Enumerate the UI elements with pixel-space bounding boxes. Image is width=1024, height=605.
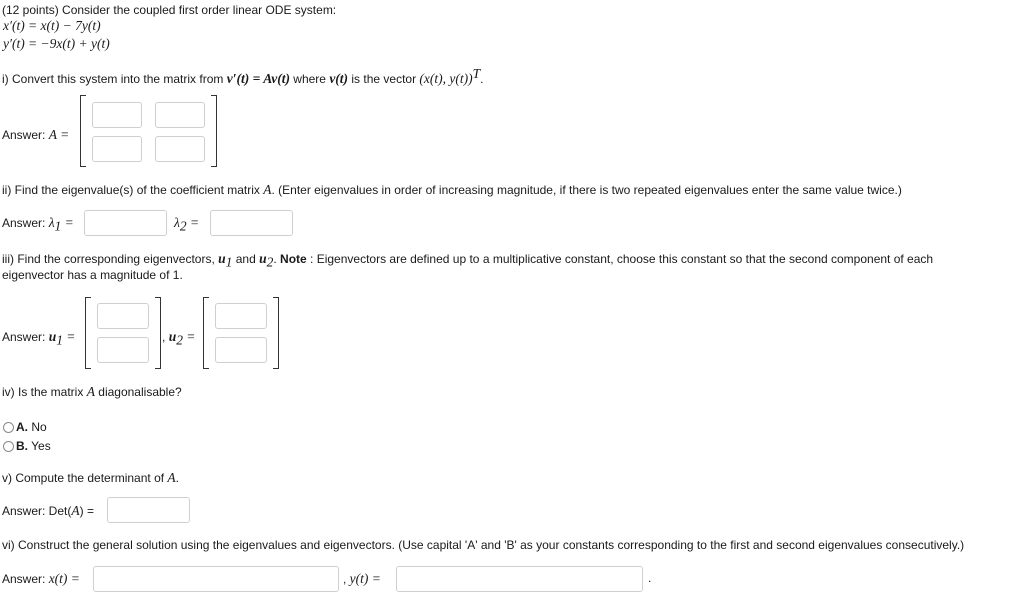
part-i-transpose: T <box>472 66 481 81</box>
option-b-text: Yes <box>31 439 51 453</box>
part-i-answer-label <box>2 127 69 143</box>
matrix-a12-input[interactable] <box>155 102 205 128</box>
option-a-text: No <box>31 420 47 434</box>
x-t-symbol: x(t) = <box>48 571 80 586</box>
part-v-end: . <box>175 471 180 485</box>
matrix-a22-input[interactable] <box>155 136 205 162</box>
equation-x: x′(t) = x(t) − 7y(t) <box>3 18 101 33</box>
part-iv-question <box>2 384 182 400</box>
part-i-suffix: is the vector <box>348 72 420 86</box>
u1-symbol: u <box>218 251 226 266</box>
y-solution-input[interactable] <box>396 566 643 592</box>
det-label-end: ) = <box>79 504 94 518</box>
note-label: Note <box>280 252 307 266</box>
u2-subscript: 2 <box>266 254 274 270</box>
part-ii-text-2: . (Enter eigenvalues in order of increasing magnitude, if there is two repeated eigenvalues enter the same value twice.) <box>271 183 902 197</box>
part-iii-text-b: : Eigenvectors are defined up to a multiplicative constant, choose this constant so that the second component of each <box>306 252 934 266</box>
part-iii-text-c: eigenvector has a magnitude of 1. <box>2 268 183 282</box>
part-vi-answer-label <box>2 571 80 587</box>
part-i-matrix-form: v′(t) = Av(t) <box>226 71 290 86</box>
u2-answer-subscript: 2 <box>176 332 183 348</box>
matrix-right-bracket <box>211 95 217 167</box>
part-iv-a-symbol: A <box>86 384 95 399</box>
u2-component-1-input[interactable] <box>215 303 267 329</box>
u2-answer-symbol: u <box>168 329 177 344</box>
part-ii-answer-label <box>2 215 74 234</box>
lambda2-input[interactable] <box>210 210 293 236</box>
lambda2-equals: = <box>189 215 200 230</box>
final-period: . <box>648 571 652 585</box>
x-solution-input[interactable] <box>93 566 339 592</box>
matrix-a21-input[interactable] <box>92 136 142 162</box>
u2-label <box>162 329 195 348</box>
part-v-question <box>2 470 179 486</box>
part-v-answer-label <box>2 503 94 519</box>
u1-subscript: 1 <box>225 254 233 270</box>
option-b-letter: B. <box>16 439 28 453</box>
answer-label: Answer: <box>2 128 49 142</box>
part-i-prefix: i) Convert this system into the matrix from <box>2 72 227 86</box>
u1-left-bracket <box>85 297 91 369</box>
u1-equals: = <box>66 329 76 344</box>
matrix-a11-input[interactable] <box>92 102 142 128</box>
part-ii-question <box>2 182 902 198</box>
option-a-radio[interactable] <box>3 422 14 433</box>
u2-right-bracket <box>273 297 279 369</box>
u2-symbol: u <box>259 251 267 266</box>
u1-component-1-input[interactable] <box>97 303 149 329</box>
lambda1-symbol: λ <box>48 215 55 230</box>
part-ii-a-symbol: A <box>263 182 272 197</box>
part-iv-text: iv) Is the matrix <box>2 385 87 399</box>
lambda2-symbol: λ <box>174 215 180 230</box>
det-label: Answer: Det( <box>2 504 72 518</box>
y-label <box>343 571 381 587</box>
u1-right-bracket <box>155 297 161 369</box>
lambda2-subscript: 2 <box>179 218 187 234</box>
vector-comma: , <box>162 330 166 344</box>
u2-left-bracket <box>203 297 209 369</box>
part-i-vector: (x(t), y(t)) <box>419 71 473 86</box>
determinant-input[interactable] <box>107 497 190 523</box>
u2-equals: = <box>186 329 196 344</box>
option-b-label[interactable] <box>16 439 51 453</box>
lambda2-label <box>174 215 199 234</box>
u1-answer-subscript: 1 <box>56 332 63 348</box>
option-b-radio[interactable] <box>3 441 14 452</box>
lambda1-subscript: 1 <box>54 218 62 234</box>
part-iii-text-a: iii) Find the corresponding eigenvectors, <box>2 252 219 266</box>
part-v-text: v) Compute the determinant of <box>2 471 168 485</box>
part-iii-and: and <box>232 252 260 266</box>
part-vi-question: vi) Construct the general solution using the eigenvalues and eigenvectors. (Use capital 'A' and 'B' as your constants corresponding to the first and second eigenvalues consecutively.) <box>2 538 965 552</box>
lambda1-equals: = <box>64 215 74 230</box>
part-i-v: v(t) <box>329 71 349 86</box>
part-iv-text-2: diagonalisable? <box>94 385 182 399</box>
equation-y: y′(t) = −9x(t) + y(t) <box>3 36 110 51</box>
y-t-symbol: y(t) = <box>349 571 381 586</box>
det-a-symbol: A <box>71 503 80 518</box>
lambda1-input[interactable] <box>84 210 167 236</box>
answer-label: Answer: <box>2 330 49 344</box>
u2-component-2-input[interactable] <box>215 337 267 363</box>
answer-label: Answer: <box>2 572 49 586</box>
part-i-question <box>2 66 484 87</box>
part-v-a-symbol: A <box>167 470 176 485</box>
part-iii-dot: . <box>273 252 281 266</box>
option-a-label[interactable] <box>16 420 47 434</box>
part-ii-text: ii) Find the eigenvalue(s) of the coefficient matrix <box>2 183 264 197</box>
u1-answer-symbol: u <box>48 329 57 344</box>
u1-component-2-input[interactable] <box>97 337 149 363</box>
matrix-a-symbol: A = <box>48 127 70 142</box>
intro-text: (12 points) Consider the coupled first order linear ODE system: <box>2 3 337 17</box>
part-i-end: . <box>480 72 484 86</box>
part-i-middle: where <box>289 72 330 86</box>
matrix-left-bracket <box>80 95 86 167</box>
option-a-letter: A. <box>16 420 28 434</box>
y-prefix: , <box>343 572 350 586</box>
part-iii-answer-label <box>2 329 75 348</box>
answer-label: Answer: <box>2 216 49 230</box>
